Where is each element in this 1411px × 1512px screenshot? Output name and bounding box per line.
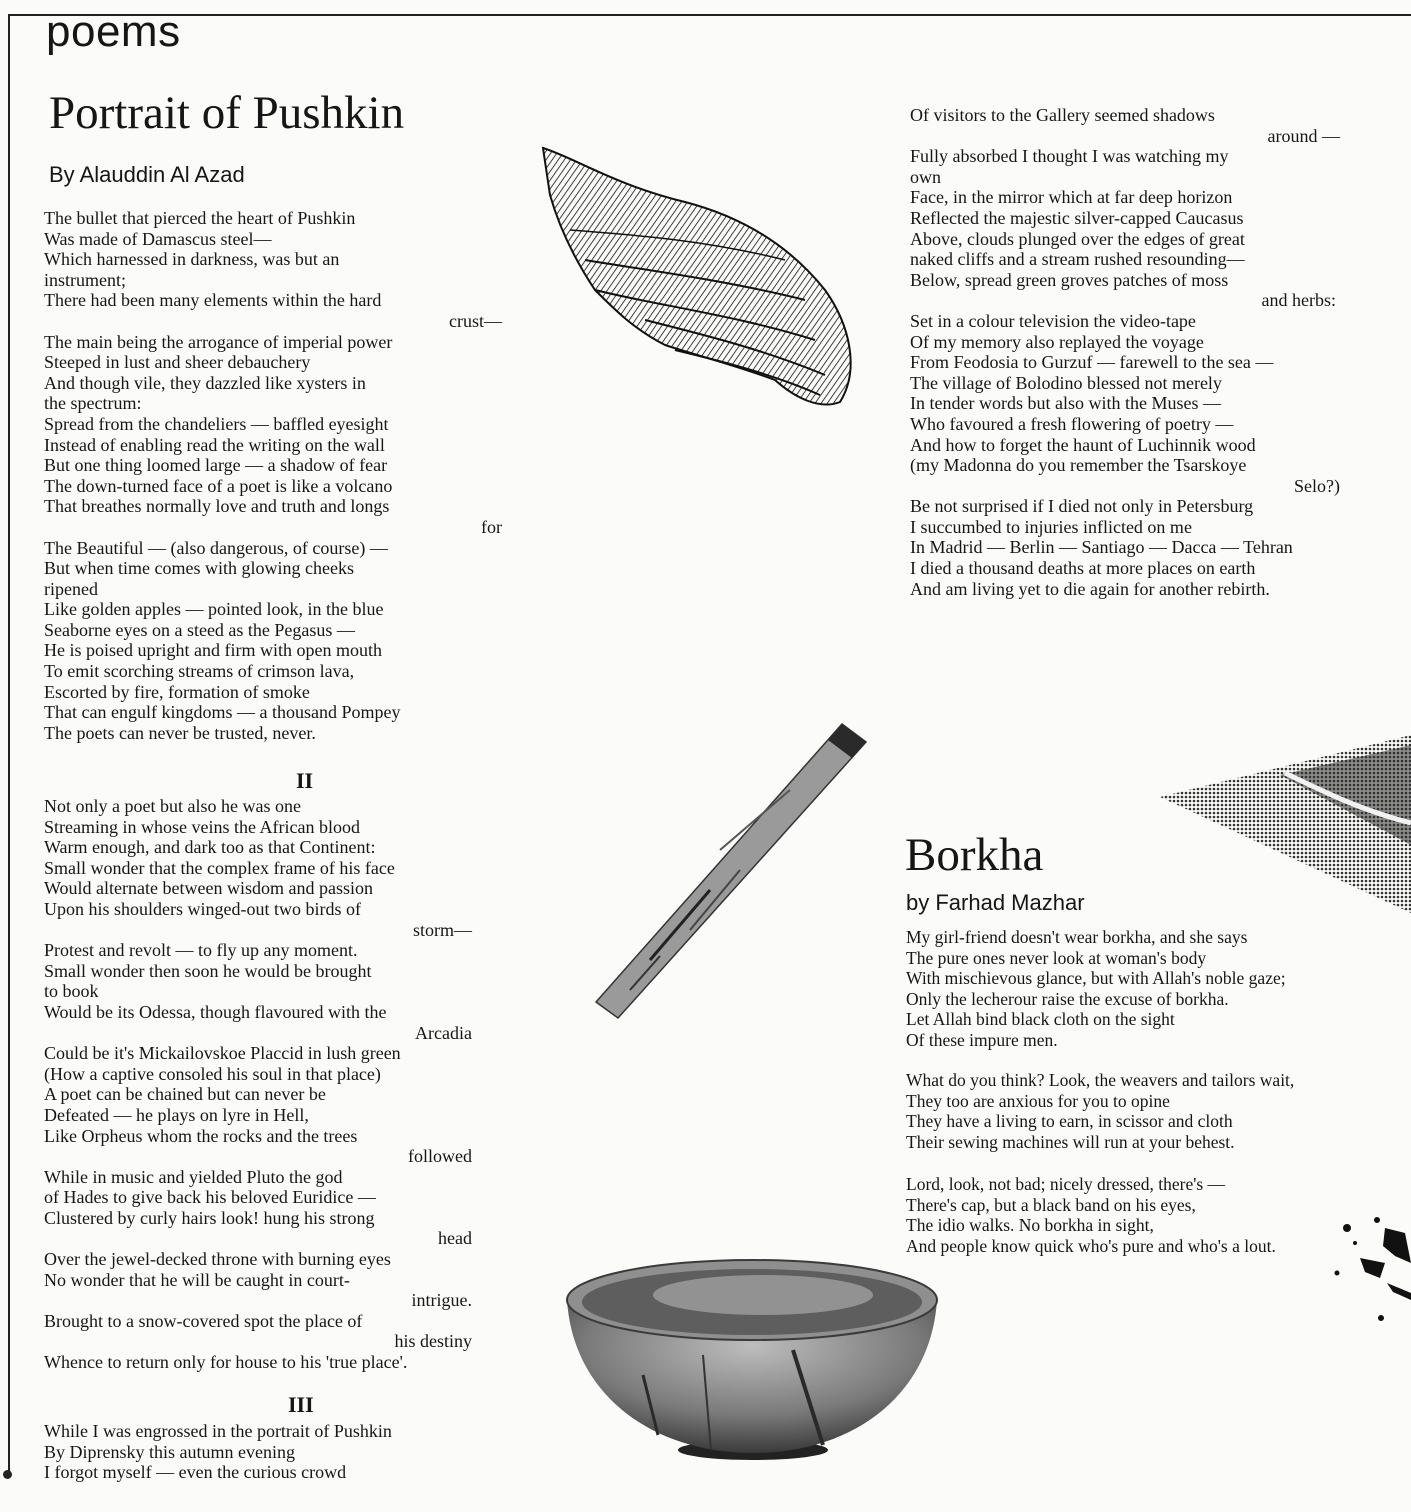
- pushkin-continued: [910, 105, 1340, 599]
- poem-line: Like golden apples — pointed look, in the blue: [44, 599, 384, 620]
- section-label: poems: [46, 7, 181, 56]
- poem-line: Was made of Damascus steel—: [44, 228, 272, 249]
- poem-line: While I was engrossed in the portrait of Pushkin: [44, 1421, 392, 1441]
- poem-line: And though vile, they dazzled like xysters in: [44, 372, 366, 393]
- poem-line: And am living yet to die again for another rebirth.: [910, 578, 1270, 599]
- poem-line: Face, in the mirror which at far deep horizon: [910, 187, 1233, 208]
- poem-line: The idio walks. No borkha in sight,: [906, 1215, 1154, 1236]
- poem-line: He is poised upright and firm with open mouth: [44, 640, 382, 661]
- poem-line: Could be it's Mickailovskoe Placcid in lush green: [44, 1043, 401, 1064]
- poem-line: The pure ones never look at woman's body: [906, 947, 1207, 968]
- poem-line: Set in a colour television the video-tape: [910, 310, 1196, 331]
- poem-line: intrigue.: [411, 1290, 472, 1311]
- section-heading-ii: II: [296, 768, 314, 793]
- poem-line: Be not surprised if I died not only in Petersburg: [910, 496, 1254, 517]
- poem-line: (How a captive consoled his soul in that place): [44, 1063, 381, 1084]
- poem-line: Would alternate between wisdom and passion: [44, 878, 373, 899]
- poem-title-borkha: Borkha: [905, 829, 1044, 881]
- poem-line: Fully absorbed I thought I was watching my: [910, 146, 1229, 167]
- poem-line: I died a thousand deaths at more places on earth: [910, 558, 1256, 579]
- poem-line: Above, clouds plunged over the edges of great: [910, 228, 1245, 249]
- poem-line: of Hades to give back his beloved Euridice —: [44, 1187, 376, 1208]
- poem-line: Only the lecherour raise the excuse of borkha.: [906, 988, 1229, 1009]
- poem-line: Brought to a snow-covered spot the place of: [44, 1310, 363, 1331]
- poem-line: Defeated — he plays on lyre in Hell,: [44, 1104, 309, 1125]
- poem-line: around —: [1267, 125, 1340, 146]
- poem-line: for: [481, 516, 502, 537]
- poem-line: And people know quick who's pure and who's a lout.: [906, 1235, 1276, 1256]
- pushkin-part2: [44, 796, 502, 1373]
- poem-line: ripened: [44, 578, 98, 599]
- poem-line: Of visitors to the Gallery seemed shadows: [910, 105, 1215, 125]
- poem-line: No wonder that he will be caught in court-: [44, 1269, 350, 1290]
- poem-line: But one thing loomed large — a shadow of fear: [44, 455, 388, 476]
- section-heading-iii: III: [288, 1392, 314, 1417]
- borkha-stanza1: [906, 927, 1406, 1051]
- poem-line: I forgot myself — even the curious crowd: [44, 1462, 347, 1483]
- poem-line: A poet can be chained but can never be: [44, 1084, 326, 1105]
- byline-borkha: by Farhad Mazhar: [906, 890, 1085, 915]
- poem-line: Arcadia: [415, 1022, 472, 1043]
- poem-line: My girl-friend doesn't wear borkha, and she says: [906, 927, 1248, 947]
- poem-line: Selo?): [1294, 475, 1340, 496]
- poem-line: Reflected the majestic silver-capped Caucasus: [910, 207, 1244, 228]
- byline-pushkin: By Alauddin Al Azad: [49, 162, 245, 187]
- poem-line: In Madrid — Berlin — Santiago — Dacca — Tehran: [910, 537, 1293, 558]
- pushkin-part1: [44, 208, 502, 743]
- poem-line: And how to forget the haunt of Luchinnik wood: [910, 434, 1256, 455]
- poem-line: Seaborne eyes on a steed as the Pegasus —: [44, 619, 355, 640]
- poem-line: Escorted by fire, formation of smoke: [44, 681, 310, 702]
- poem-line: Whence to return only for house to his 'true place'.: [44, 1352, 408, 1373]
- border-dot: [3, 1470, 12, 1479]
- poem-line: Small wonder that the complex frame of his face: [44, 857, 395, 878]
- poem-line: instrument;: [44, 269, 126, 290]
- poem-line: naked cliffs and a stream rushed resounding—: [910, 249, 1245, 270]
- poem-line: Let Allah bind black cloth on the sight: [906, 1009, 1175, 1030]
- poem-line: Warm enough, and dark too as that Continent:: [44, 837, 376, 858]
- poem-line: Steeped in lust and sheer debauchery: [44, 352, 311, 373]
- poem-line: Small wonder then soon he would be brought: [44, 960, 372, 981]
- wing-illustration: [535, 140, 865, 415]
- poem-line: That breathes normally love and truth and longs: [44, 496, 390, 517]
- poem-line: They have a living to earn, in scissor and cloth: [906, 1111, 1233, 1132]
- poem-line: Which harnessed in darkness, was but an: [44, 249, 340, 270]
- poem-line: Instead of enabling read the writing on the wall: [44, 434, 385, 455]
- poem-line: What do you think? Look, the weavers and tailors wait,: [906, 1070, 1295, 1090]
- poem-line: There had been many elements within the hard: [44, 290, 382, 311]
- poem-line: to book: [44, 981, 99, 1002]
- poem-line: storm—: [412, 919, 472, 940]
- poem-title-pushkin: Portrait of Pushkin: [49, 87, 405, 139]
- poem-line: Who favoured a fresh flowering of poetry —: [910, 413, 1234, 434]
- poem-line: Upon his shoulders winged-out two birds of: [44, 898, 361, 919]
- pushkin-part3: [44, 1421, 502, 1483]
- poem-line: With mischievous glance, but with Allah's noble gaze;: [906, 968, 1286, 989]
- poem-line: his destiny: [394, 1331, 472, 1352]
- poem-line: From Feodosia to Gurzuf — farewell to the sea —: [910, 352, 1274, 373]
- poem-line: Protest and revolt — to fly up any moment.: [44, 940, 358, 961]
- poem-line: The Beautiful — (also dangerous, of course) —: [44, 537, 388, 558]
- poem-line: Like Orpheus whom the rocks and the trees: [44, 1125, 358, 1146]
- page-border-top: [8, 14, 1411, 16]
- poem-line: The bullet that pierced the heart of Pushkin: [44, 208, 356, 228]
- poem-line: Over the jewel-decked throne with burning eyes: [44, 1249, 391, 1270]
- poem-line: In tender words but also with the Muses —: [910, 393, 1221, 414]
- poem-line: By Diprensky this autumn evening: [44, 1441, 295, 1462]
- page-border-left: [8, 14, 10, 1476]
- poem-line: But when time comes with glowing cheeks: [44, 558, 354, 579]
- poem-line: While in music and yielded Pluto the god: [44, 1166, 343, 1187]
- poem-line: the spectrum:: [44, 393, 142, 414]
- poem-line: own: [910, 166, 941, 187]
- cloth-illustration: [1160, 735, 1411, 915]
- poem-line: Lord, look, not bad; nicely dressed, there's —: [906, 1174, 1226, 1194]
- poem-line: Clustered by curly hairs look! hung his strong: [44, 1207, 375, 1228]
- poem-line: Their sewing machines will run at your behest.: [906, 1131, 1235, 1152]
- poem-line: Of my memory also replayed the voyage: [910, 331, 1204, 352]
- poem-line: To emit scorching streams of crimson lava,: [44, 661, 355, 682]
- stick-illustration: [590, 720, 870, 1025]
- poem-line: Streaming in whose veins the African blood: [44, 816, 360, 837]
- poem-line: They too are anxious for you to opine: [906, 1090, 1170, 1111]
- poem-line: Would be its Odessa, though flavoured with the: [44, 1001, 387, 1022]
- poem-line: The down-turned face of a poet is like a volcano: [44, 475, 393, 496]
- poem-line: Below, spread green groves patches of moss: [910, 269, 1229, 290]
- bowl-illustration: [563, 1255, 941, 1460]
- poem-line: crust—: [449, 310, 502, 331]
- ink-splatter: [1325, 1208, 1411, 1323]
- poem-line: The village of Bolodino blessed not merely: [910, 372, 1222, 393]
- borkha-stanza2: [906, 1070, 1406, 1152]
- poem-line: followed: [408, 1146, 472, 1167]
- poem-line: The poets can never be trusted, never.: [44, 722, 316, 743]
- poem-line: Of these impure men.: [906, 1029, 1058, 1050]
- poem-line: The main being the arrogance of imperial power: [44, 331, 393, 352]
- poem-line: (my Madonna do you remember the Tsarskoye: [910, 455, 1247, 476]
- poem-line: head: [438, 1228, 472, 1249]
- poem-line: I succumbed to injuries inflicted on me: [910, 516, 1192, 537]
- poem-line: Spread from the chandeliers — baffled eyesight: [44, 413, 389, 434]
- poem-line: Not only a poet but also he was one: [44, 796, 301, 816]
- poem-line: and herbs:: [1261, 290, 1336, 311]
- poem-line: That can engulf kingdoms — a thousand Pompey: [44, 702, 401, 723]
- poem-line: There's cap, but a black band on his eyes,: [906, 1194, 1196, 1215]
